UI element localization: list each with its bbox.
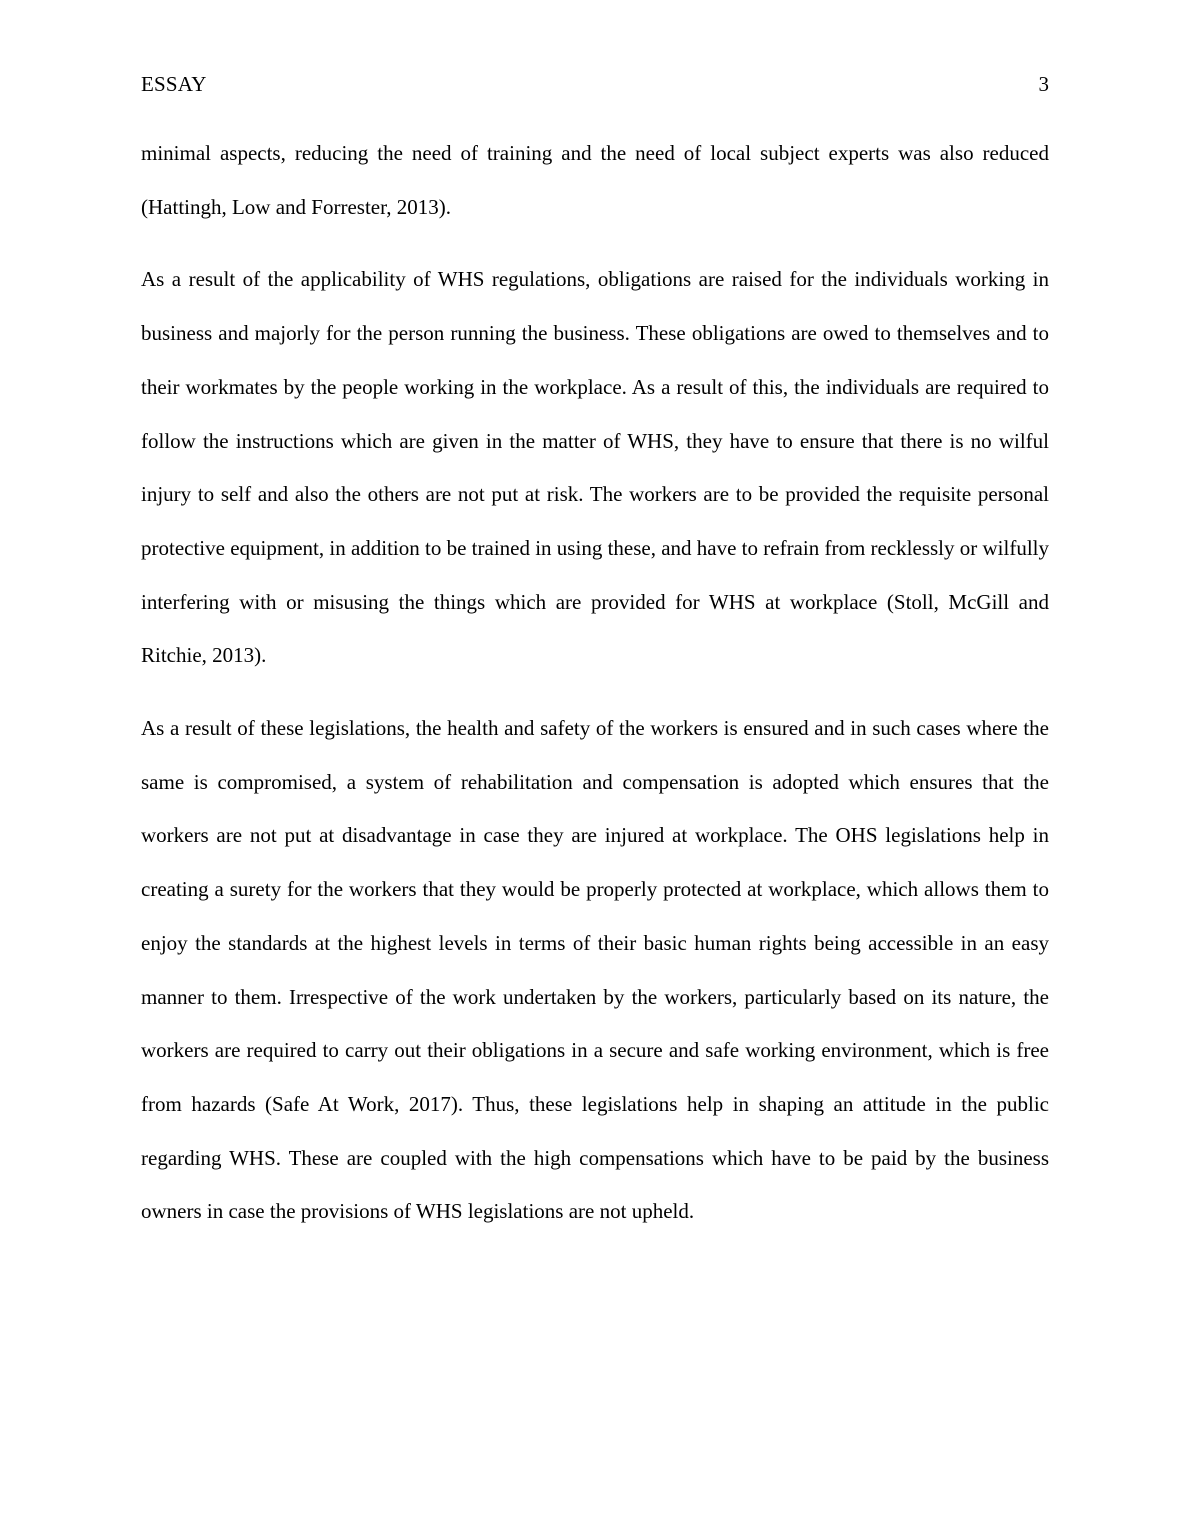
running-head: ESSAY [141, 72, 207, 96]
page-number: 3 [1038, 72, 1049, 96]
paragraph-1: minimal aspects, reducing the need of training and the need of local subject experts was also reduced (Hattingh, Low and Forrester, 2013). [141, 141, 1049, 219]
body-text [141, 127, 1049, 1258]
paragraph-2: As a result of the applicability of WHS regulations, obligations are raised for the individuals working in business and majorly for the person running the business. These obligations are owed to themselves and to their workmates by the people working in the workplace. As a result of this, the individuals are required to follow the instructions which are given in the matter of WHS, they have to ensure that there is no wilful injury to self and also the others are not put at risk. The workers are to be provided the requisite personal protective equipment, in addition to be trained in using these, and have to refrain from recklessly or wilfully interfering with or misusing the things which are provided for WHS at workplace (Stoll, McGill and Ritchie, 2013). [141, 267, 1049, 668]
paragraph-3: As a result of these legislations, the health and safety of the workers is ensured and in such cases where the same is compromised, a system of rehabilitation and compensation is adopted which ensures that the workers are not put at disadvantage in case they are injured at workplace. The OHS legislations help in creating a surety for the workers that they would be properly protected at workplace, which allows them to enjoy the standards at the highest levels in terms of their basic human rights being accessible in an easy manner to them. Irrespective of the work undertaken by the workers, particularly based on its nature, the workers are required to carry out their obligations in a secure and safe working environment, which is free from hazards (Safe At Work, 2017). Thus, these legislations help in shaping an attitude in the public regarding WHS. These are coupled with the high compensations which have to be paid by the business owners in case the provisions of WHS legislations are not upheld. [141, 716, 1049, 1224]
